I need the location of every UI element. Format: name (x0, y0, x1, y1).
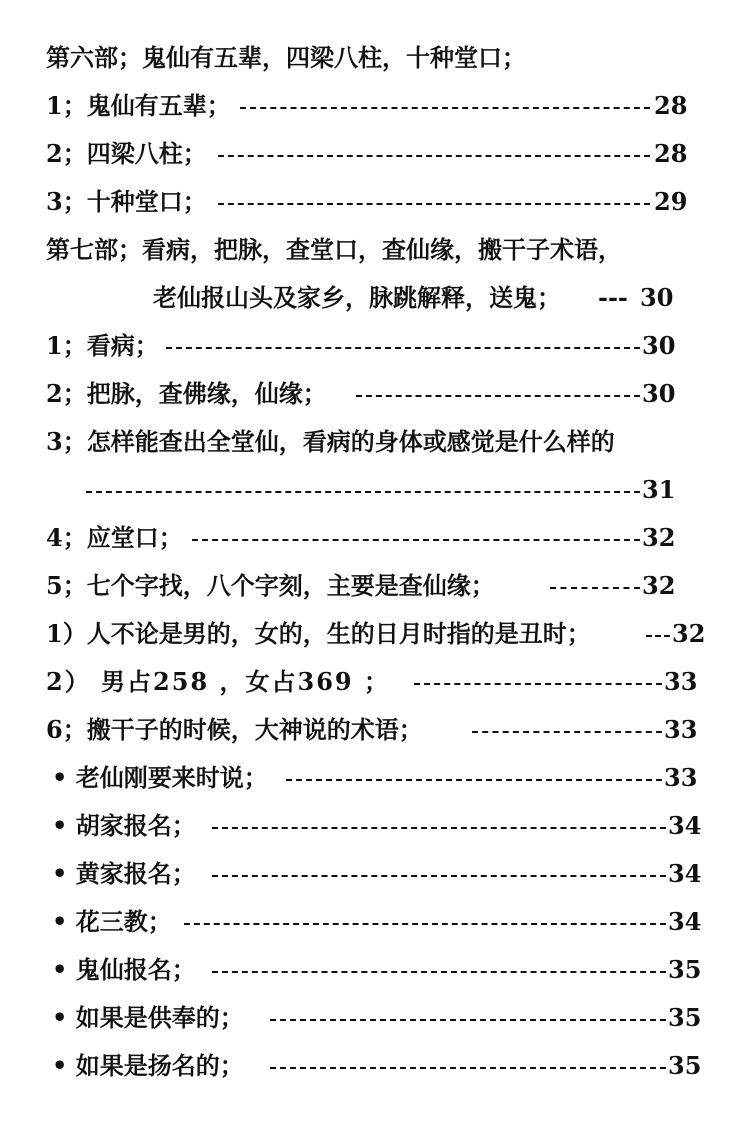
toc-entry[interactable] (0, 329, 744, 363)
dot-leader (218, 137, 650, 171)
toc-entry[interactable] (0, 617, 744, 651)
dot-leader (356, 377, 640, 411)
toc-entry-page: 33 (664, 763, 698, 792)
toc-entry-page: 32 (642, 571, 676, 600)
dot-leader (414, 665, 662, 699)
dot-leader (218, 185, 650, 219)
toc-entry-page: 35 (668, 1003, 702, 1032)
dot-leader (212, 953, 666, 987)
dot-leader (86, 473, 640, 507)
toc-entry-label: • 鬼仙报名； (52, 955, 196, 984)
dot-leader (212, 809, 666, 843)
toc-entry-page: 33 (664, 667, 698, 696)
toc-entry[interactable] (0, 665, 744, 699)
dot-leader (166, 329, 640, 363)
toc-entry-page: 30 (642, 379, 676, 408)
toc-entry-page: 28 (654, 91, 688, 120)
dot-leader (646, 617, 670, 651)
toc-entry-page: 35 (668, 955, 702, 984)
toc-entry-label: 2） 男占258 ，女占369 ； (46, 667, 390, 696)
toc-entry[interactable] (0, 569, 744, 603)
toc-entry-label: 6；搬干子的时候，大神说的术语； (46, 715, 423, 744)
dot-leader (472, 713, 662, 747)
toc-entry[interactable] (0, 521, 744, 555)
dot-leader (286, 761, 662, 795)
part7-title-line1: 第七部；看病，把脉，查堂口，查仙缘，搬干子术语， (46, 235, 622, 264)
toc-entry-label: 1）人不论是男的，女的，生的日月时指的是丑时； (46, 619, 591, 648)
dot-leader (270, 1001, 666, 1035)
toc-entry[interactable] (0, 953, 744, 987)
toc-entry-page: 32 (672, 619, 706, 648)
dot-leader (270, 1049, 666, 1083)
dot-leader (212, 857, 666, 891)
toc-entry-wrapped-cont[interactable] (0, 473, 744, 507)
toc-entry-page: 31 (642, 475, 676, 504)
toc-entry-label: 1；看病； (46, 331, 159, 360)
toc-entry[interactable] (0, 1001, 744, 1035)
toc-entry[interactable] (0, 1049, 744, 1083)
part7-title-page: 30 (640, 283, 674, 312)
toc-entry-page: 34 (668, 907, 702, 936)
part7-title-leader: --- (598, 283, 628, 312)
toc-entry-label: • 花三教； (52, 907, 172, 936)
toc-entry[interactable] (0, 89, 744, 123)
part7-title-line2: 老仙报山头及家乡，脉跳解释，送鬼； (153, 283, 561, 312)
toc-entry-label: • 如果是扬名的； (52, 1051, 244, 1080)
part7-heading-cont[interactable] (0, 281, 744, 315)
toc-entry[interactable] (0, 905, 744, 939)
toc-entry-page: 33 (664, 715, 698, 744)
toc-entry-label: • 老仙刚要来时说； (52, 763, 268, 792)
toc-entry-page: 35 (668, 1051, 702, 1080)
toc-entry-label: 4；应堂口； (46, 523, 183, 552)
toc-entry[interactable] (0, 185, 744, 219)
toc-entry[interactable] (0, 761, 744, 795)
toc-entry-label: • 如果是供奉的； (52, 1003, 244, 1032)
toc-entry-page: 30 (642, 331, 676, 360)
toc-entry[interactable] (0, 809, 744, 843)
toc-entry[interactable] (0, 377, 744, 411)
toc-entry-label: 3；怎样能查出全堂仙，看病的身体或感觉是什么样的 (46, 427, 615, 456)
toc-entry-label: 1；鬼仙有五辈； (46, 91, 231, 120)
dot-leader (550, 569, 640, 603)
toc-entry-label: 2；把脉，查佛缘，仙缘； (46, 379, 327, 408)
toc-entry-label: • 胡家报名； (52, 811, 196, 840)
dot-leader (184, 905, 666, 939)
toc-entry-label: • 黄家报名； (52, 859, 196, 888)
toc-entry[interactable] (0, 137, 744, 171)
dot-leader (192, 521, 640, 555)
dot-leader (240, 89, 650, 123)
toc-entry-page: 29 (654, 187, 688, 216)
toc-entry-page: 32 (642, 523, 676, 552)
toc-entry-wrapped[interactable] (0, 425, 744, 459)
toc-entry-page: 34 (668, 811, 702, 840)
toc-entry-page: 28 (654, 139, 688, 168)
toc-entry[interactable] (0, 713, 744, 747)
toc-entry-label: 3；十种堂口； (46, 187, 207, 216)
toc-entry[interactable] (0, 857, 744, 891)
toc-entry-label: 2；四梁八柱； (46, 139, 207, 168)
toc-entry-label: 5；七个字找，八个字刻，主要是查仙缘； (46, 571, 495, 600)
toc-entry-page: 34 (668, 859, 702, 888)
part6-title: 第六部；鬼仙有五辈，四梁八柱，十种堂口； (46, 43, 526, 72)
